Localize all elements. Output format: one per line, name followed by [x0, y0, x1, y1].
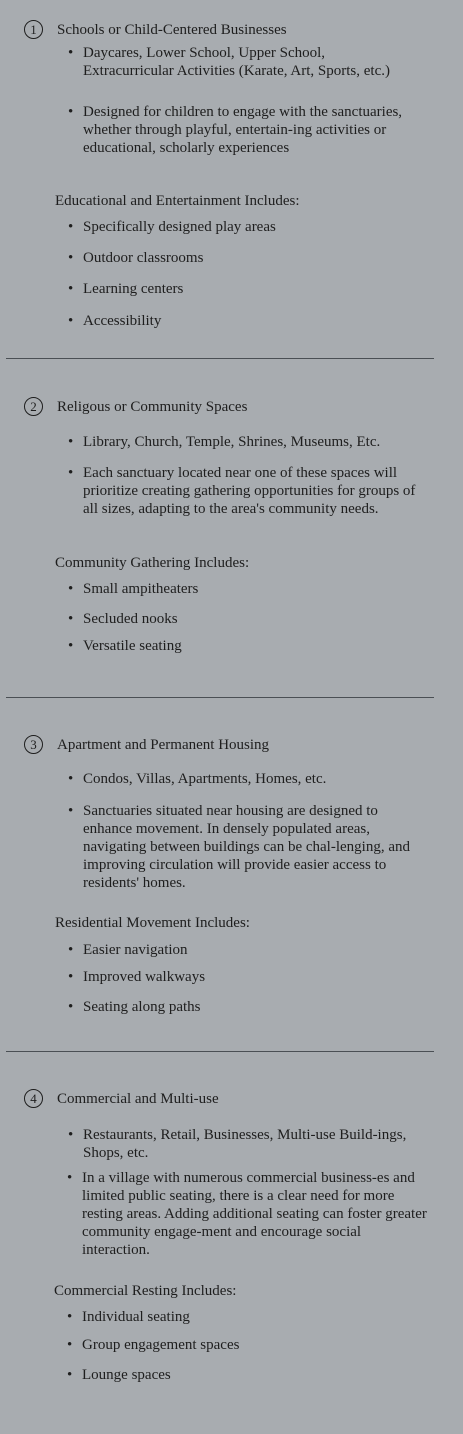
bullet-dot-icon: •	[68, 219, 74, 235]
list-item: • Sanctuaries situated near housing are designed to enhance movement. In densely populated areas, navigating between buildings can be chal-lenging, and improving circulation will provide easier access to residents' homes.	[68, 803, 410, 891]
bullet-dot-icon: •	[68, 465, 74, 481]
section-divider	[6, 358, 434, 359]
bullet-dot-icon: •	[68, 104, 74, 120]
list-item: • Each sanctuary located near one of these spaces will prioritize creating gathering opportunities for groups of all sizes, adapting to the area's community needs.	[68, 465, 416, 517]
section-divider	[6, 697, 434, 698]
bullet-dot-icon: •	[68, 250, 74, 266]
list-item: • Restaurants, Retail, Businesses, Multi-use Build-ings, Shops, etc.	[68, 1127, 407, 1161]
section-number-badge: 3	[24, 735, 43, 754]
list-item: • Improved walkways	[68, 969, 206, 985]
bullet-dot-icon: •	[68, 611, 74, 627]
section-3-heading	[24, 735, 269, 754]
includes-subheading: Educational and Entertainment Includes:	[55, 193, 300, 209]
section-title: Commercial and Multi-use	[57, 1090, 219, 1107]
section-number-badge: 2	[24, 397, 43, 416]
bullet-dot-icon: •	[67, 1309, 73, 1325]
list-item: • Group engagement spaces	[67, 1337, 240, 1353]
bullet-dot-icon: •	[67, 1367, 73, 1383]
bullet-dot-icon: •	[68, 581, 74, 597]
bullet-dot-icon: •	[67, 1170, 73, 1186]
bullet-dot-icon: •	[67, 1337, 73, 1353]
bullet-dot-icon: •	[68, 434, 74, 450]
bullet-dot-icon: •	[68, 1127, 74, 1143]
list-item: • Condos, Villas, Apartments, Homes, etc.	[68, 771, 327, 787]
bullet-dot-icon: •	[68, 969, 74, 985]
section-title: Schools or Child-Centered Businesses	[57, 21, 287, 38]
section-title: Apartment and Permanent Housing	[57, 736, 270, 753]
list-item: • Outdoor classrooms	[68, 250, 204, 266]
list-item: • Small ampitheaters	[68, 581, 199, 597]
section-4-heading	[24, 1089, 219, 1108]
bullet-dot-icon: •	[68, 999, 74, 1015]
list-item: • Library, Church, Temple, Shrines, Museums, Etc.	[68, 434, 381, 450]
includes-subheading: Residential Movement Includes:	[55, 915, 250, 931]
section-number-badge: 1	[24, 20, 43, 39]
bullet-dot-icon: •	[68, 638, 74, 654]
list-item: • Secluded nooks	[68, 611, 178, 627]
section-divider	[6, 1051, 434, 1052]
list-item: • Seating along paths	[68, 999, 201, 1015]
includes-subheading: Commercial Resting Includes:	[54, 1283, 237, 1299]
section-number-badge: 4	[24, 1089, 43, 1108]
list-item: • Specifically designed play areas	[68, 219, 276, 235]
list-item: • Individual seating	[67, 1309, 190, 1325]
bullet-dot-icon: •	[68, 313, 74, 329]
section-2-heading	[24, 397, 247, 416]
section-title: Religous or Community Spaces	[57, 398, 248, 415]
bullet-dot-icon: •	[68, 45, 74, 61]
includes-subheading: Community Gathering Includes:	[55, 555, 250, 571]
list-item: • Versatile seating	[68, 638, 182, 654]
bullet-dot-icon: •	[68, 942, 74, 958]
list-item: • Easier navigation	[68, 942, 188, 958]
bullet-dot-icon: •	[68, 771, 74, 787]
list-item: • In a village with numerous commercial business-es and limited public seating, there is a clear need for more resting areas. Adding additional seating can foster greater community engage-ment and encourage social interaction.	[67, 1170, 427, 1258]
list-item: • Designed for children to engage with the sanctuaries, whether through playful, entertain-ing activities or educational, scholarly experiences	[68, 104, 403, 156]
section-1-heading	[24, 20, 287, 39]
bullet-dot-icon: •	[68, 803, 74, 819]
list-item: • Daycares, Lower School, Upper School, Extracurricular Activities (Karate, Art, Sports, etc.)	[68, 45, 390, 79]
list-item: • Lounge spaces	[67, 1367, 171, 1383]
bullet-dot-icon: •	[68, 281, 74, 297]
list-item: • Accessibility	[68, 313, 162, 329]
list-item: • Learning centers	[68, 281, 184, 297]
